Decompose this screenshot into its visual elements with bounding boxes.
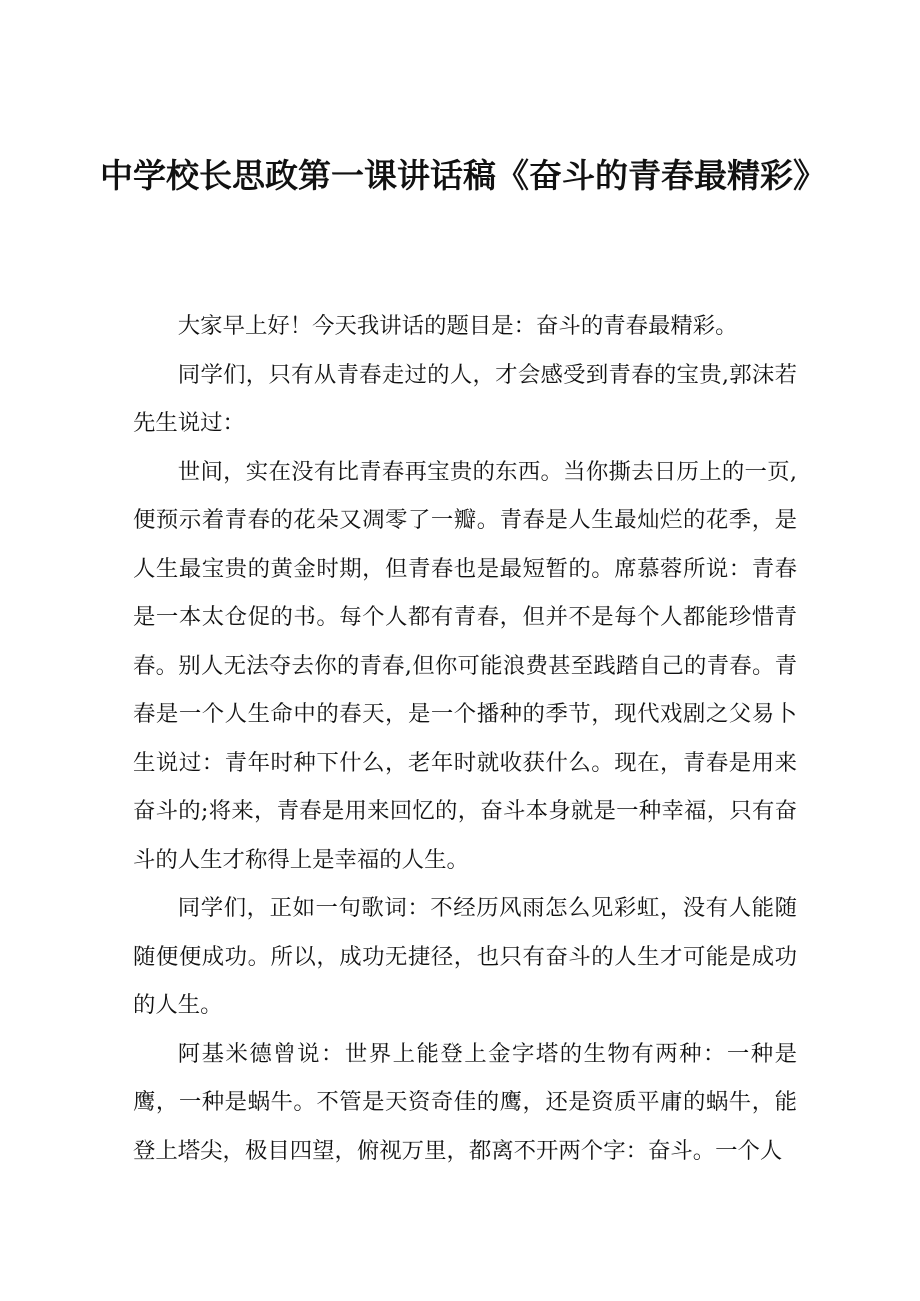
paragraph-rainbow: 同学们，正如一句歌词：不经历风雨怎么见彩虹，没有人能随随便便成功。所以，成功无捷径，也只有奋斗的人生才可能是成功的人生。 <box>133 895 797 1018</box>
paragraph-archimedes: 阿基米德曾说：世界上能登上金字塔的生物有两种：一种是鹰，一种是蜗牛。不管是天资奇佳的鹰，还是资质平庸的蜗牛，能登上塔尖，极目四望，俯视万里，都离不开两个字：奋斗。一个人 <box>133 1040 797 1164</box>
paragraph-youth-precious: 世间，实在没有比青春再宝贵的东西。当你撕去日历上的一页,便预示着青春的花朵又凋零了一瓣。青春是人生最灿烂的花季，是人生最宝贵的黄金时期，但青春也是最短暂的。席慕蓉所说：青春是一本太仓促的书。每个人都有青春，但并不是每个人都能珍惜青春。别人无法夺去你的青春,但你可能浪费甚至践踏自己的青春。青春是一个人生命中的春天，是一个播种的季节，现代戏剧之父易卜生说过：青年时种下什么，老年时就收获什么。现在，青春是用来奋斗的;将来，青春是用来回忆的，奋斗本身就是一种幸福，只有奋斗的人生才称得上是幸福的人生。 <box>133 458 797 873</box>
paragraph-guo-moruo: 同学们，只有从青春走过的人，才会感受到青春的宝贵,郭沫若先生说过： <box>133 361 797 436</box>
paragraph-greeting: 大家早上好！今天我讲话的题目是：奋斗的青春最精彩。 <box>177 313 738 339</box>
document-title: 中学校长思政第一课讲话稿《奋斗的青春最精彩》 <box>100 156 826 195</box>
document-body <box>133 302 797 1175</box>
